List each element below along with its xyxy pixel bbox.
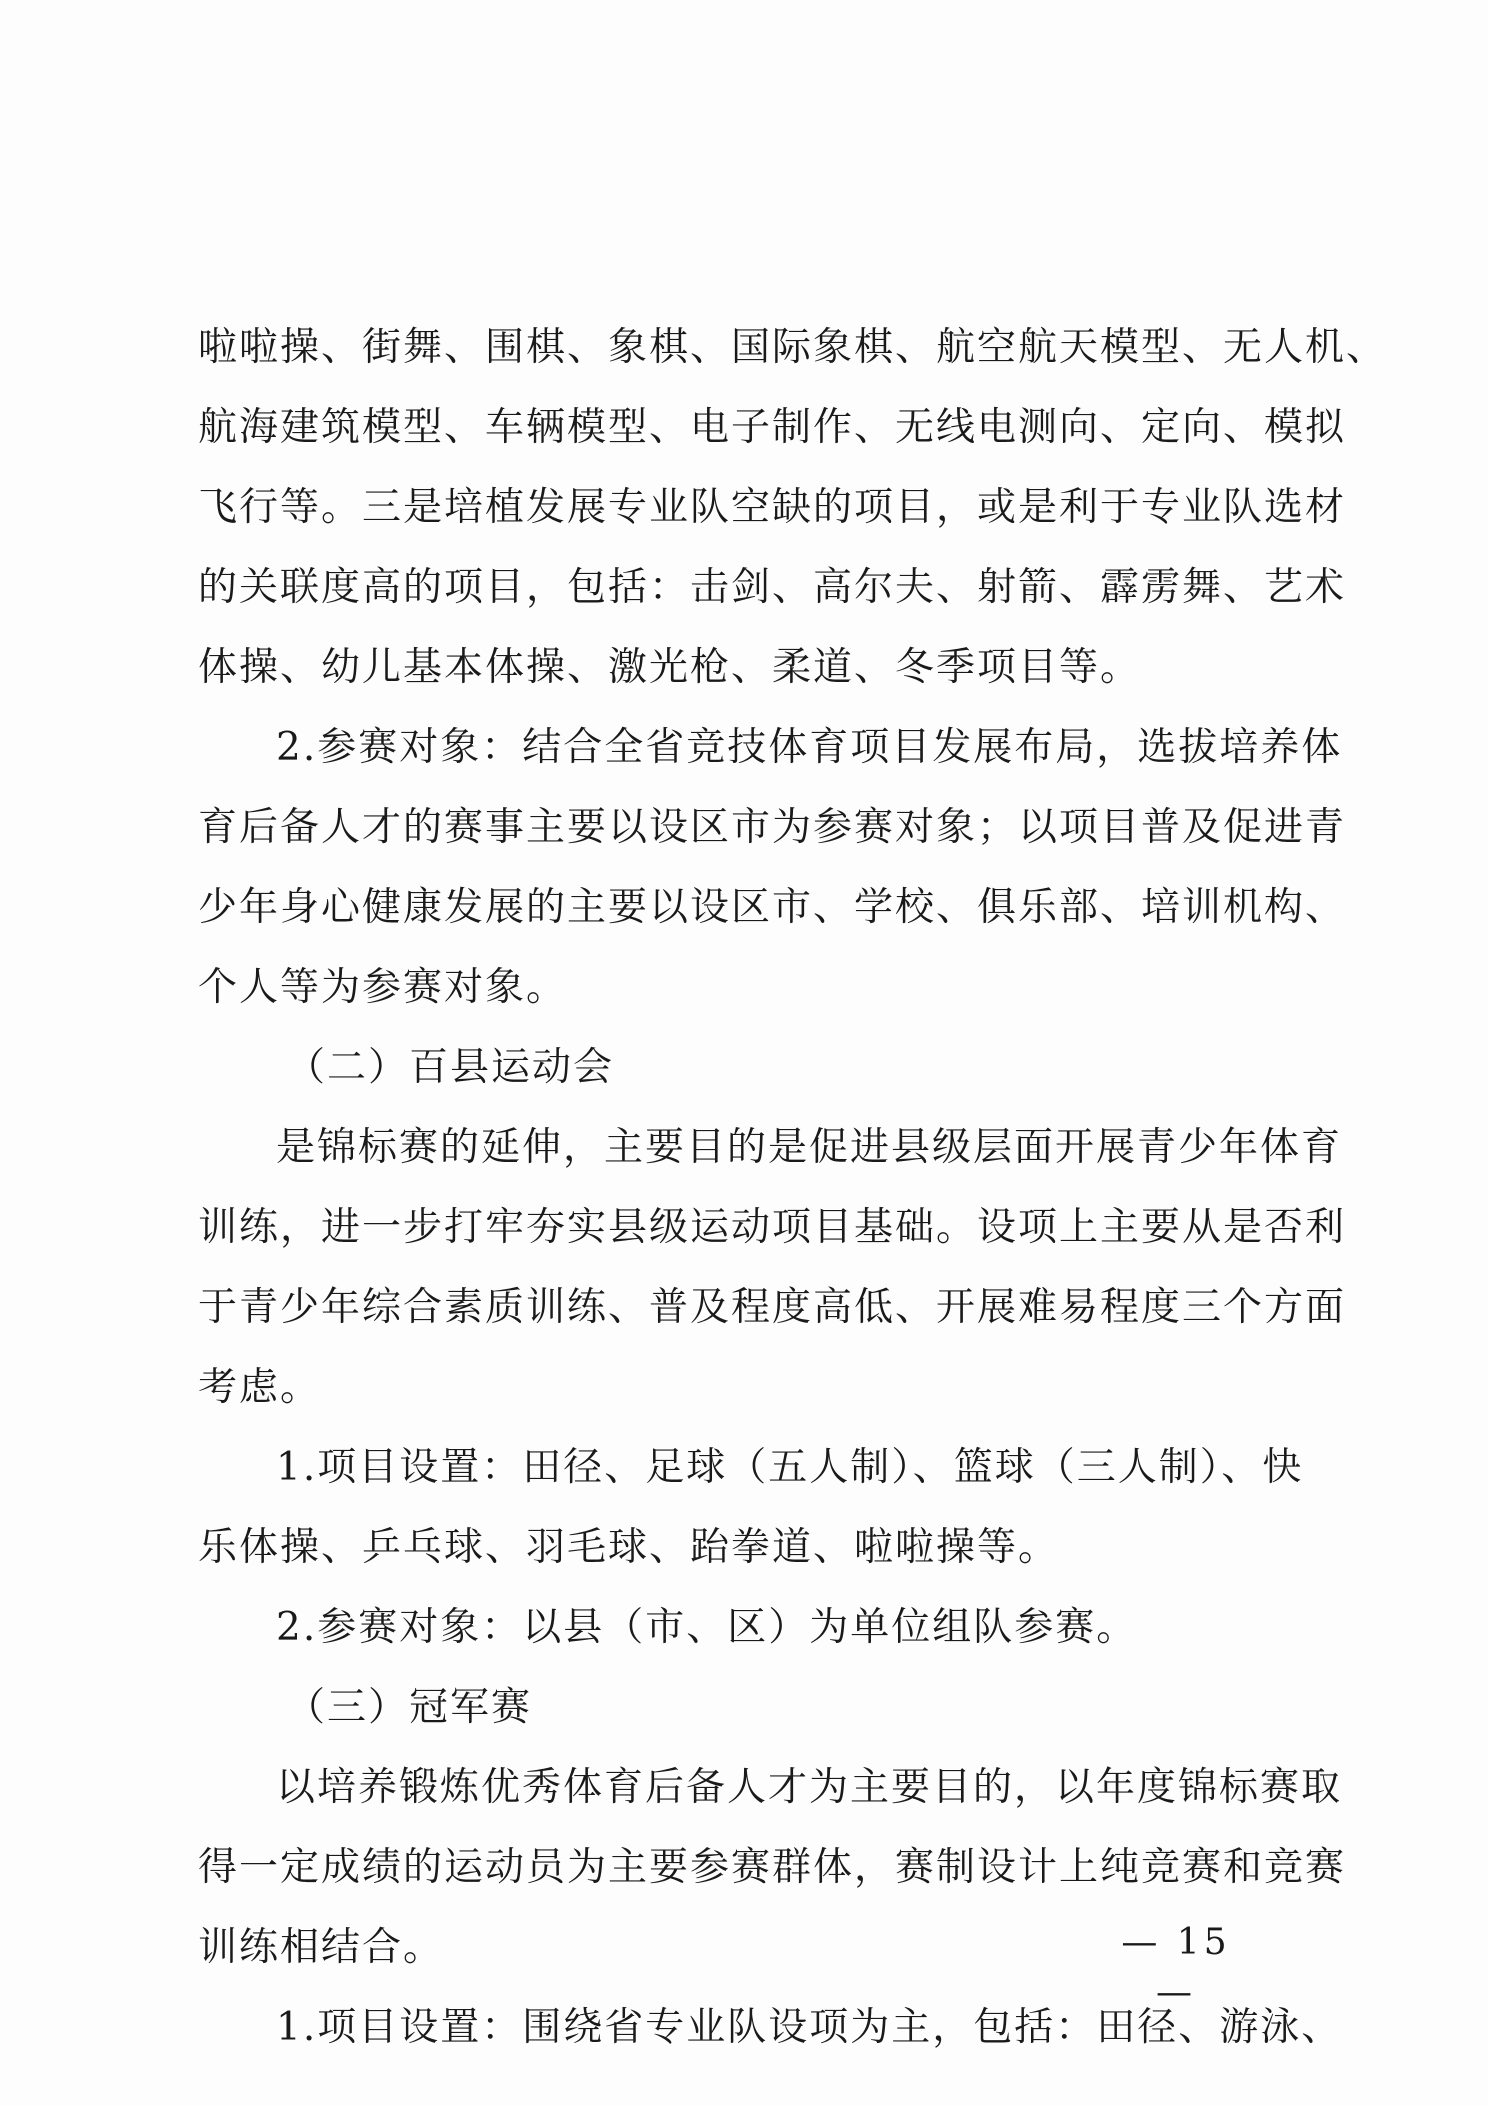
text-line: 2.参赛对象：结合全省竞技体育项目发展布局，选拔培养体 bbox=[276, 725, 1343, 770]
text-line: 少年身心健康发展的主要以设区市、学校、俱乐部、培训机构、 bbox=[198, 885, 1347, 930]
paragraph-4 bbox=[198, 1428, 1302, 1588]
text-line: 于青少年综合素质训练、普及程度高低、开展难易程度三个方面 bbox=[198, 1285, 1347, 1330]
text-line: 个人等为参赛对象。 bbox=[198, 965, 568, 1010]
text-line: 体操、幼儿基本体操、激光枪、柔道、冬季项目等。 bbox=[198, 645, 1142, 690]
text-line: 训练相结合。 bbox=[198, 1925, 445, 1970]
text-line: 育后备人才的赛事主要以设区市为参赛对象；以项目普及促进青 bbox=[198, 805, 1347, 850]
text-line: 啦啦操、街舞、围棋、象棋、国际象棋、航空航天模型、无人机、 bbox=[198, 325, 1388, 370]
text-line: 1.项目设置：围绕省专业队设项为主，包括：田径、游泳、 bbox=[276, 2005, 1343, 2050]
paragraph-5 bbox=[198, 1588, 1302, 1668]
text-line: 得一定成绩的运动员为主要参赛群体，赛制设计上纯竞赛和竞赛 bbox=[198, 1845, 1347, 1890]
paragraph-7 bbox=[198, 1988, 1343, 2068]
text-line: 以培养锻炼优秀体育后备人才为主要目的，以年度锦标赛取 bbox=[276, 1765, 1343, 1810]
text-line: 的关联度高的项目，包括：击剑、高尔夫、射箭、霹雳舞、艺术 bbox=[198, 565, 1347, 610]
paragraph-1 bbox=[198, 308, 1388, 708]
text-line: 1.项目设置：田径、足球（五人制）、篮球（三人制）、快 bbox=[276, 1445, 1304, 1490]
section-heading-3: （三）冠军赛 bbox=[286, 1685, 533, 1730]
text-line: 训练，进一步打牢夯实县级运动项目基础。设项上主要从是否利 bbox=[198, 1205, 1347, 1250]
text-line: 飞行等。三是培植发展专业队空缺的项目，或是利于专业队选材 bbox=[198, 485, 1347, 530]
body-text bbox=[198, 308, 1388, 2068]
paragraph-3 bbox=[198, 1108, 1347, 1428]
text-line: 2.参赛对象：以县（市、区）为单位组队参赛。 bbox=[276, 1605, 1138, 1650]
section-heading-2: （二）百县运动会 bbox=[286, 1045, 615, 1090]
paragraph-2 bbox=[198, 708, 1347, 1028]
text-line: 航海建筑模型、车辆模型、电子制作、无线电测向、定向、模拟 bbox=[198, 405, 1347, 450]
text-line: 考虑。 bbox=[198, 1365, 322, 1410]
text-line: 乐体操、乒乓球、羽毛球、跆拳道、啦啦操等。 bbox=[198, 1525, 1060, 1570]
page-number: — 15 — bbox=[1121, 1922, 1231, 2013]
text-line: 是锦标赛的延伸，主要目的是促进县级层面开展青少年体育 bbox=[276, 1125, 1343, 1170]
